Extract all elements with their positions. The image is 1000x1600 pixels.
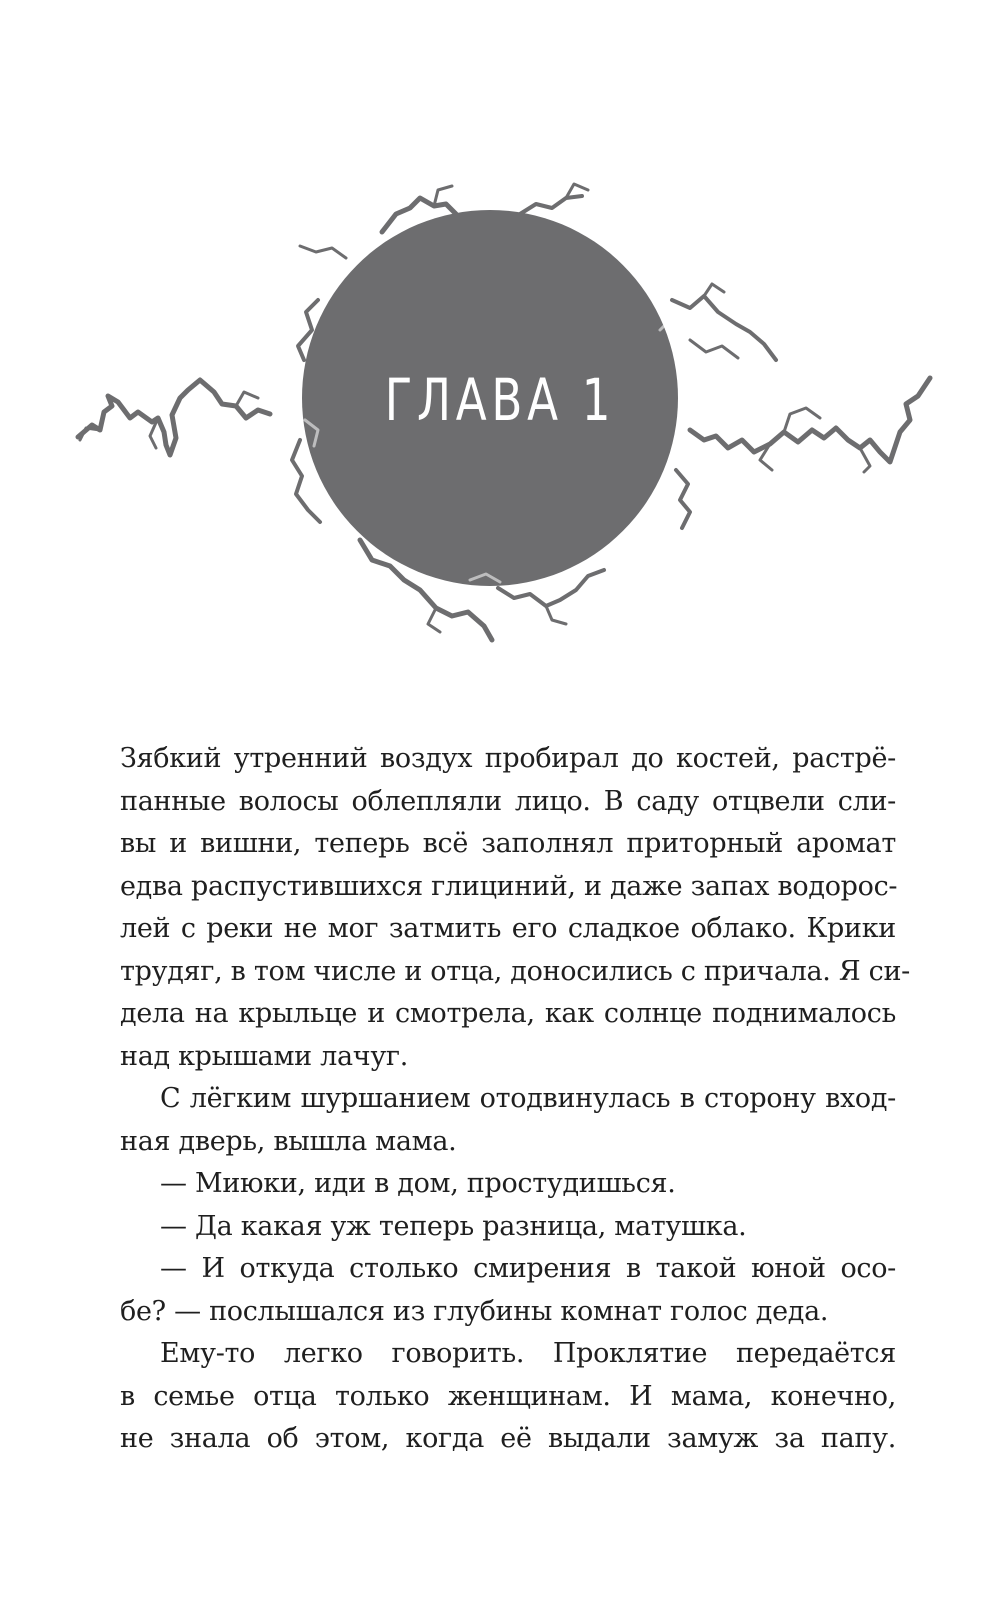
dialogue-line-1 bbox=[120, 1163, 896, 1206]
chapter-text bbox=[120, 738, 910, 1461]
text-line: не знала об этом, когда её выдали замуж за папу. bbox=[120, 1423, 896, 1454]
chapter-title: ГЛАВА 1 bbox=[384, 366, 616, 434]
text-line: С лёгким шуршанием отодвинулась в сторону вход- bbox=[160, 1083, 896, 1114]
text-line: — И откуда столько смирения в такой юной осо- bbox=[160, 1253, 896, 1284]
text-line: лей с реки не мог затмить его сладкое облако. Крики bbox=[120, 913, 896, 944]
text-line: в семье отца только женщинам. И мама, конечно, bbox=[120, 1380, 896, 1412]
crack-left bbox=[78, 380, 270, 455]
text-line: — Миюки, иди в дом, простудишься. bbox=[160, 1168, 676, 1199]
text-line: ная дверь, вышла мама. bbox=[120, 1125, 457, 1157]
text-line: трудяг, в том числе и отца, доносились с причала. Я си- bbox=[120, 955, 910, 987]
chapter-emblem bbox=[0, 0, 1000, 700]
text-line: Зябкий утренний воздух пробирал до костей, растрё- bbox=[120, 743, 896, 774]
text-line: — Да какая уж теперь разница, матушка. bbox=[160, 1210, 747, 1242]
text-line: над крышами лачуг. bbox=[120, 1040, 409, 1072]
text-line: едва распустившихся глициний, и даже запах водорос- bbox=[120, 870, 898, 902]
dialogue-line-3 bbox=[120, 1248, 896, 1333]
text-line: дела на крыльце и смотрела, как солнце поднималось bbox=[120, 998, 896, 1029]
paragraph-2 bbox=[120, 1078, 896, 1163]
text-line: Ему-то легко говорить. Проклятие передаётся bbox=[160, 1338, 896, 1369]
text-line: вы и вишни, теперь всё заполнял приторный аромат bbox=[120, 828, 896, 859]
text-line: панные волосы облепляли лицо. В саду отцвели сли- bbox=[120, 785, 896, 817]
paragraph-1 bbox=[120, 738, 910, 1078]
crack-right bbox=[690, 378, 930, 462]
text-line: бе? — послышался из глубины комнат голос деда. bbox=[120, 1295, 829, 1327]
dialogue-line-2 bbox=[120, 1206, 896, 1249]
paragraph-6 bbox=[120, 1333, 896, 1461]
